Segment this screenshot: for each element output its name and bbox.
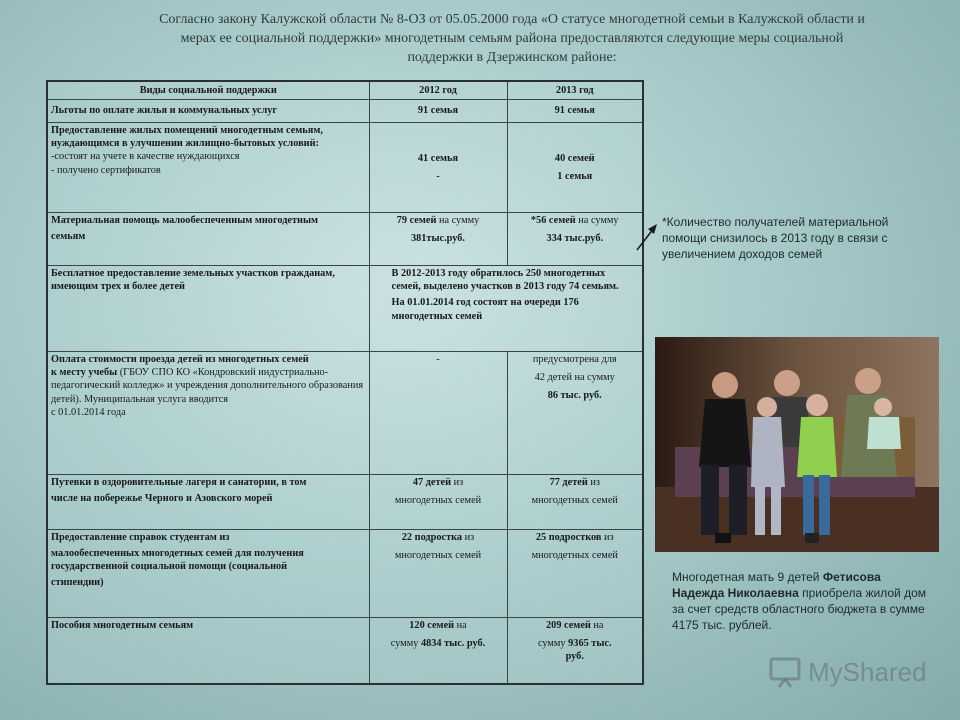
cell-2012 (369, 352, 507, 475)
cell-2012 (369, 530, 507, 618)
header-line-1: Согласно закону Калужской области № 8-ОЗ от 05.05.2000 года «О статусе многодетной семьи в Калужской области и (159, 12, 865, 27)
value-line: - (436, 354, 440, 365)
value-suffix: из (462, 532, 475, 543)
value-suffix: из (587, 477, 600, 488)
row-label-sub: стипендии) (51, 576, 104, 588)
column-header-2013: 2013 год (507, 81, 643, 100)
caption-name: Фетисова Надежда Николаевна (672, 570, 881, 600)
pointer-arrow-icon (634, 222, 660, 252)
row-label-sub-2: - получено сертификатов (51, 164, 161, 176)
value-line: многодетных семей (394, 550, 482, 562)
cell-2013 (507, 352, 643, 475)
cell-2013 (507, 123, 643, 213)
row-label-main: Путевки в оздоровительные лагеря и санатории, в том (51, 477, 307, 488)
header-line-2: мерах ее социальной поддержки» многодетным семьям района предоставляются следующие меры социальной (180, 31, 844, 46)
table-header-row (47, 81, 643, 100)
cell-2013 (507, 530, 643, 618)
value-suffix: на (454, 620, 467, 631)
cell-2013: 91 семья (507, 100, 643, 123)
row-label-benefits: Пособия многодетным семьям (47, 618, 369, 684)
value-suffix: из (451, 477, 464, 488)
row-label-sub: числе на побережье Черного и Азовского морей (51, 493, 273, 505)
table-row (47, 352, 643, 475)
value-count: 79 семей (396, 215, 437, 226)
value-amount-cont: руб. (565, 651, 584, 663)
value-line: 42 детей на сумму (534, 372, 615, 384)
value-prefix: сумму (537, 638, 569, 650)
row-label-sub: малообеспеченных многодетных семей для получения государственной социальной помощи (социальной (51, 548, 304, 573)
table-row (47, 266, 643, 352)
presentation-board-icon (768, 655, 802, 689)
value-amount: 4834 тыс. руб. (420, 638, 486, 650)
value-count: 22 подростка (401, 532, 463, 543)
row-label-main: Оплата стоимости проезда детей из многодетных семей (51, 354, 309, 365)
value-line: 1 семья (557, 171, 593, 182)
table-row (47, 618, 643, 684)
cell-2013 (507, 213, 643, 266)
cell-2013 (507, 475, 643, 530)
value-text: На 01.01.2014 год состоят на очереди 176 многодетных семей (391, 297, 579, 322)
value-suffix: на сумму (436, 215, 480, 226)
value-count: 120 семей (409, 620, 455, 631)
watermark-text: MyShared (808, 656, 927, 687)
value-count: *56 семей (530, 215, 576, 226)
value-line: 41 семья (417, 152, 459, 164)
row-label-sub-1: -состоят на учете в качестве нуждающихся (51, 151, 240, 163)
row-label-detail: (ГБОУ СПО КО «Кондровский индустриально-педагогический колледж» и учреждения дополнительного образования детей). Муниципальная услуга вводится (51, 367, 364, 405)
row-label-sub: семьям (51, 231, 86, 243)
header-line-3: поддержки в Дзержинском районе: (407, 50, 617, 65)
value-text: В 2012-2013 году обратилось 250 многодетных семей, выделено участков в 2013 году 74 семьям. (391, 268, 619, 293)
cell-2012 (369, 475, 507, 530)
row-label-date: с 01.01.2014 года (51, 406, 126, 418)
caption-text: Многодетная мать 9 детей (672, 570, 823, 584)
value-count: 209 семей (546, 620, 591, 631)
row-label-main: Предоставление жилых помещений многодетным семьям, нуждающимся в улучшении жилищно-бытовых условий: (51, 125, 323, 150)
value-suffix: из (601, 532, 614, 543)
cell-2012 (369, 618, 507, 684)
row-label-emphasis: к месту учебы (51, 367, 118, 379)
value-line: многодетных семей (394, 495, 482, 507)
value-amount: 381тыс.руб. (410, 233, 465, 245)
watermark (768, 654, 927, 690)
value-line: многодетных семей (531, 550, 618, 562)
row-label-housing-benefits: Льготы по оплате жилья и коммунальных услуг (47, 100, 369, 123)
row-label-material-aid (47, 213, 369, 266)
value-line: 86 тыс. руб. (547, 390, 602, 402)
value-suffix: на сумму (575, 215, 619, 226)
value-line: 40 семей (554, 152, 595, 164)
table-row (47, 475, 643, 530)
value-count: 77 детей (549, 477, 588, 488)
row-label-student-certificates (47, 530, 369, 618)
value-line: многодетных семей (531, 495, 618, 507)
value-count: 47 детей (412, 477, 452, 488)
value-amount: 334 тыс.руб. (546, 233, 604, 245)
cell-land-plots-merged (369, 266, 643, 352)
cell-2012: 91 семья (369, 100, 507, 123)
cell-2012 (369, 123, 507, 213)
family-photo (655, 337, 939, 552)
value-amount: 9365 тыс. (568, 638, 612, 650)
row-label-travel-payment (47, 352, 369, 475)
row-label-main: Материальная помощь малообеспеченным многодетным (51, 215, 319, 226)
table-row (47, 530, 643, 618)
row-label-land-plots: Бесплатное предоставление земельных участков гражданам, имеющим трех и более детей (47, 266, 369, 352)
footnote-text: *Количество получателей материальной помощи снизилось в 2013 году в связи с увеличением доходов семей (662, 215, 889, 261)
value-line: предусмотрена для (532, 354, 617, 365)
value-count: 25 подростков (535, 532, 602, 543)
caption-text: приобрела жилой дом за счет средств областного бюджета в сумме 4175 тыс. рублей. (672, 586, 927, 632)
table-row (47, 100, 643, 123)
value-prefix: сумму (390, 638, 421, 650)
table-row (47, 123, 643, 213)
value-suffix: на (590, 620, 604, 631)
row-label-housing-provision (47, 123, 369, 213)
value-line: - (436, 171, 440, 182)
photo-caption (672, 569, 934, 633)
row-label-main: Предоставление справок студентам из (51, 532, 230, 543)
page-header (92, 10, 932, 67)
row-label-summer-camps (47, 475, 369, 530)
column-header-types: Виды социальной поддержки (47, 81, 369, 100)
support-measures-table (46, 80, 644, 685)
column-header-2012: 2012 год (369, 81, 507, 100)
table-row (47, 213, 643, 266)
cell-2012 (369, 213, 507, 266)
cell-2013 (507, 618, 643, 684)
